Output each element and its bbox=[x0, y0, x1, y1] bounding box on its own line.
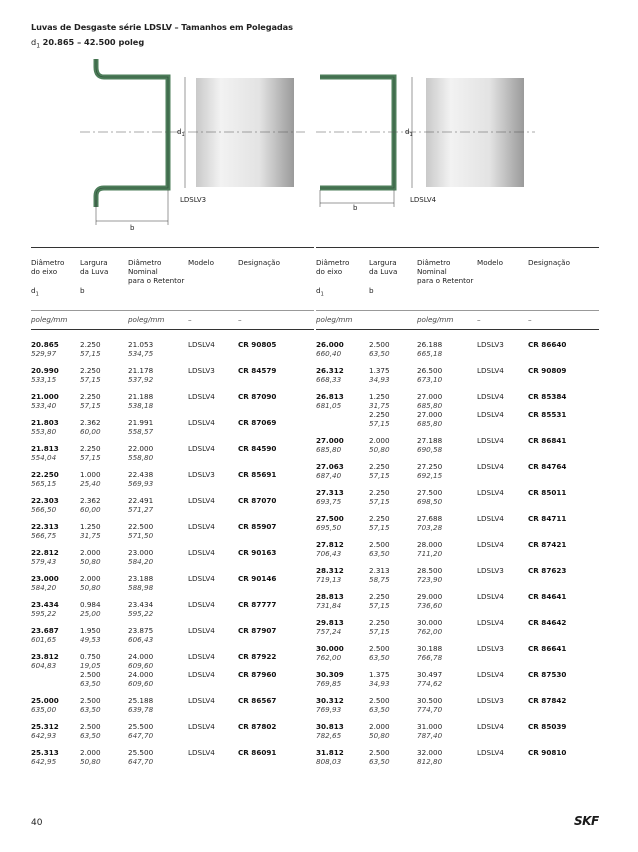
table-left bbox=[31, 247, 314, 774]
cell-model: LDSLV4 bbox=[188, 496, 215, 505]
cell-diameter: 21.803 553,80 bbox=[31, 418, 59, 436]
cell-nominal: 25.188 639,78 bbox=[128, 696, 154, 714]
cell-designation: CR 87777 bbox=[238, 600, 277, 609]
cell-width: 1.250 31,75 bbox=[80, 522, 101, 540]
cell-designation: CR 87069 bbox=[238, 418, 277, 427]
table-row bbox=[316, 696, 599, 722]
cell-nominal: 21.053 534,75 bbox=[128, 340, 154, 358]
page-title: Luvas de Desgaste série LDSLV – Tamanhos em Polegadas bbox=[31, 22, 293, 32]
cell-nominal: 25.500 647,70 bbox=[128, 722, 154, 740]
cell-diameter: 27.500 695,50 bbox=[316, 514, 344, 532]
header-model: Modelo bbox=[188, 258, 214, 267]
table-row bbox=[316, 670, 599, 696]
header-symbol-b: b bbox=[369, 286, 374, 295]
cell-width: 0.750 19,05 2.500 63,50 bbox=[80, 652, 101, 688]
cell-width: 2.000 50,80 bbox=[369, 436, 390, 454]
cell-nominal: 27.188 690,58 bbox=[417, 436, 443, 454]
table-row bbox=[316, 540, 599, 566]
ldslv3-diagram bbox=[80, 59, 305, 232]
cell-designation: CR 86841 bbox=[528, 436, 567, 445]
cell-diameter: 26.813 681,05 bbox=[316, 392, 344, 410]
cell-width: 2.500 63,50 bbox=[369, 644, 390, 662]
ldslv4-profile bbox=[320, 77, 394, 188]
cell-nominal: 30.500 774,70 bbox=[417, 696, 443, 714]
header-nominal: Diâmetro Nominal para o Retentor bbox=[417, 258, 474, 285]
cell-designation: CR 86640 bbox=[528, 340, 567, 349]
cell-designation: CR 84764 bbox=[528, 462, 567, 471]
cell-diameter: 23.812 604,83 bbox=[31, 652, 59, 670]
table-row bbox=[31, 418, 314, 444]
cell-diameter: 22.303 566,50 bbox=[31, 496, 59, 514]
cell-model: LDSLV4 bbox=[188, 548, 215, 557]
cell-model: LDSLV3 bbox=[477, 696, 504, 705]
cell-width: 1.375 34,93 bbox=[369, 366, 390, 384]
cell-width: 2.250 57,15 bbox=[369, 592, 390, 610]
cell-nominal: 23.434 595,22 bbox=[128, 600, 154, 618]
cell-nominal: 28.000 711,20 bbox=[417, 540, 443, 558]
cell-model: LDSLV4 bbox=[477, 488, 504, 497]
cell-diameter: 21.813 554,04 bbox=[31, 444, 59, 462]
cell-model: LDSLV4 bbox=[188, 600, 215, 609]
table-body bbox=[316, 340, 599, 774]
ldslv3-b-label: b bbox=[130, 224, 135, 232]
cell-width: 2.362 60,00 bbox=[80, 496, 101, 514]
ldslv3-cylinder bbox=[196, 78, 294, 187]
table-row bbox=[31, 392, 314, 418]
table-header bbox=[316, 248, 599, 310]
ldslv3-profile bbox=[96, 59, 168, 207]
subtitle-symbol-sub: 1 bbox=[36, 42, 41, 50]
unit-nominal: poleg/mm bbox=[128, 315, 165, 324]
cell-width: 2.500 63,50 bbox=[369, 748, 390, 766]
cell-designation: CR 86567 bbox=[238, 696, 277, 705]
cell-width: 2.000 50,80 bbox=[80, 548, 101, 566]
cell-width: 2.000 50,80 bbox=[369, 722, 390, 740]
cell-diameter: 27.812 706,43 bbox=[316, 540, 344, 558]
cell-nominal: 31.000 787,40 bbox=[417, 722, 443, 740]
cell-model: LDSLV4 bbox=[477, 618, 504, 627]
table-row bbox=[316, 488, 599, 514]
subtitle-symbol: d bbox=[31, 37, 37, 47]
cell-diameter: 27.313 693,75 bbox=[316, 488, 344, 506]
cell-nominal: 32.000 812,80 bbox=[417, 748, 443, 766]
unit-diameter: poleg/mm bbox=[316, 315, 353, 324]
cell-diameter: 26.312 668,33 bbox=[316, 366, 344, 384]
header-symbol-b: b bbox=[80, 286, 85, 295]
cell-diameter: 30.813 782,65 bbox=[316, 722, 344, 740]
header-diameter: Diâmetro do eixo bbox=[31, 258, 65, 276]
cell-model: LDSLV3 bbox=[477, 340, 504, 349]
cell-width: 1.000 25,40 bbox=[80, 470, 101, 488]
cell-width: 2.000 50,80 bbox=[80, 748, 101, 766]
cell-nominal: 23.000 584,20 bbox=[128, 548, 154, 566]
cell-diameter: 22.812 579,43 bbox=[31, 548, 59, 566]
table-row bbox=[31, 696, 314, 722]
table-row bbox=[31, 748, 314, 774]
cell-width: 2.250 57,15 bbox=[369, 514, 390, 532]
header-width: Largura da Luva bbox=[369, 258, 398, 276]
ldslv3-label: LDSLV3 bbox=[180, 196, 207, 204]
unit-diameter: poleg/mm bbox=[31, 315, 68, 324]
cell-designation: CR 90809 bbox=[528, 366, 567, 375]
cell-width: 2.250 57,15 bbox=[80, 366, 101, 384]
cell-nominal: 27.688 703,28 bbox=[417, 514, 443, 532]
cell-diameter: 23.687 601,65 bbox=[31, 626, 59, 644]
cell-nominal: 28.500 723,90 bbox=[417, 566, 443, 584]
header-symbol-d1: $d_1$ bbox=[31, 286, 39, 298]
cell-nominal: 26.500 673,10 bbox=[417, 366, 443, 384]
cell-model: LDSLV4 bbox=[477, 462, 504, 471]
cell-diameter: 31.812 808,03 bbox=[316, 748, 344, 766]
cell-nominal: 27.000 685,80 27.000 685,80 bbox=[417, 392, 443, 428]
cell-model: LDSLV4 bbox=[188, 574, 215, 583]
units-row bbox=[316, 310, 599, 330]
cell-model: LDSLV4 bbox=[188, 418, 215, 427]
cell-designation: CR 87907 bbox=[238, 626, 277, 635]
cell-model: LDSLV4 bbox=[477, 670, 504, 679]
cell-designation: CR 90146 bbox=[238, 574, 277, 583]
table-row bbox=[31, 574, 314, 600]
page-subtitle bbox=[31, 37, 144, 50]
cell-width: 2.250 57,15 bbox=[80, 444, 101, 462]
table-row bbox=[316, 514, 599, 540]
table-row bbox=[316, 340, 599, 366]
cell-width: 2.500 63,50 bbox=[80, 696, 101, 714]
cell-model: LDSLV4 bbox=[477, 514, 504, 523]
cell-designation: CR 87802 bbox=[238, 722, 277, 731]
table-row bbox=[31, 496, 314, 522]
cell-diameter: 22.250 565,15 bbox=[31, 470, 59, 488]
cell-designation: CR 85691 bbox=[238, 470, 277, 479]
ldslv3-d1-label: $d_1$ bbox=[177, 128, 185, 138]
cell-designation: CR 90805 bbox=[238, 340, 277, 349]
cell-width: 2.313 58,75 bbox=[369, 566, 390, 584]
header-diameter: Diâmetro do eixo bbox=[316, 258, 350, 276]
cell-designation: CR 85039 bbox=[528, 722, 567, 731]
cell-diameter: 25.312 642,93 bbox=[31, 722, 59, 740]
skf-logo: SKF bbox=[574, 814, 599, 828]
cell-designation: CR 85384 CR 85531 bbox=[528, 392, 567, 419]
cell-nominal: 21.188 538,18 bbox=[128, 392, 154, 410]
cell-model: LDSLV4 bbox=[477, 748, 504, 757]
table-row bbox=[316, 566, 599, 592]
unit-nominal: poleg/mm bbox=[417, 315, 454, 324]
cell-diameter: 30.000 762,00 bbox=[316, 644, 344, 662]
cell-model: LDSLV4 bbox=[477, 540, 504, 549]
cell-diameter: 26.000 660,40 bbox=[316, 340, 344, 358]
cell-model: LDSLV4 LDSLV4 bbox=[477, 392, 504, 419]
table-row bbox=[316, 722, 599, 748]
table-row bbox=[31, 340, 314, 366]
cell-model: LDSLV4 bbox=[188, 696, 215, 705]
header-designation: Designação bbox=[528, 258, 570, 267]
table-row bbox=[316, 436, 599, 462]
cell-model: LDSLV4 bbox=[188, 340, 215, 349]
cell-designation: CR 87421 bbox=[528, 540, 567, 549]
table-row bbox=[31, 652, 314, 696]
cell-width: 2.500 63,50 bbox=[369, 540, 390, 558]
cell-nominal: 29.000 736,60 bbox=[417, 592, 443, 610]
cell-diameter: 23.000 584,20 bbox=[31, 574, 59, 592]
cell-designation: CR 84579 bbox=[238, 366, 277, 375]
unit-model: – bbox=[188, 315, 192, 324]
cell-designation: CR 84641 bbox=[528, 592, 567, 601]
cell-model: LDSLV3 bbox=[477, 566, 504, 575]
table-row bbox=[31, 366, 314, 392]
cell-diameter: 30.312 769,93 bbox=[316, 696, 344, 714]
table-row bbox=[316, 748, 599, 774]
cell-diameter: 23.434 595,22 bbox=[31, 600, 59, 618]
cell-designation: CR 87842 bbox=[528, 696, 567, 705]
cell-width: 2.250 57,15 bbox=[369, 488, 390, 506]
table-row bbox=[316, 366, 599, 392]
ldslv4-label: LDSLV4 bbox=[410, 196, 437, 204]
cell-nominal: 23.188 588,98 bbox=[128, 574, 154, 592]
cell-model: LDSLV3 bbox=[188, 366, 215, 375]
units-row bbox=[31, 310, 314, 330]
cell-nominal: 26.188 665,18 bbox=[417, 340, 443, 358]
table-header bbox=[31, 248, 314, 310]
cell-model: LDSLV4 bbox=[477, 366, 504, 375]
cell-model: LDSLV4 bbox=[188, 748, 215, 757]
cell-diameter: 28.813 731,84 bbox=[316, 592, 344, 610]
cell-designation: CR 87530 bbox=[528, 670, 567, 679]
cell-model: LDSLV4 bbox=[188, 722, 215, 731]
cell-diameter: 27.063 687,40 bbox=[316, 462, 344, 480]
cell-width: 2.250 57,15 bbox=[80, 392, 101, 410]
cell-diameter: 25.313 642,95 bbox=[31, 748, 59, 766]
table-row bbox=[31, 470, 314, 496]
table-row bbox=[31, 548, 314, 574]
cell-designation: CR 87090 bbox=[238, 392, 277, 401]
cell-width: 2.500 63,50 bbox=[80, 722, 101, 740]
cell-model: LDSLV3 bbox=[188, 470, 215, 479]
cell-designation: CR 84642 bbox=[528, 618, 567, 627]
cell-designation: CR 87623 bbox=[528, 566, 567, 575]
table-row bbox=[31, 626, 314, 652]
cell-designation: CR 84711 bbox=[528, 514, 567, 523]
cell-nominal: 24.000 609,60 24.000 609,60 bbox=[128, 652, 154, 688]
cell-model: LDSLV4 bbox=[477, 592, 504, 601]
table-right bbox=[316, 247, 599, 774]
cell-width: 2.000 50,80 bbox=[80, 574, 101, 592]
cell-width: 2.250 57,15 bbox=[369, 618, 390, 636]
cell-designation: CR 87070 bbox=[238, 496, 277, 505]
cell-designation: CR 85907 bbox=[238, 522, 277, 531]
cell-diameter: 22.313 566,75 bbox=[31, 522, 59, 540]
subtitle-range: 20.865 – 42.500 poleg bbox=[42, 37, 145, 47]
table-row bbox=[31, 722, 314, 748]
cell-width: 0.984 25,00 bbox=[80, 600, 101, 618]
cell-diameter: 20.865 529,97 bbox=[31, 340, 59, 358]
table-row bbox=[316, 644, 599, 670]
ldslv4-cylinder bbox=[426, 78, 524, 187]
cell-model: LDSLV4 bbox=[188, 626, 215, 635]
cell-model: LDSLV3 bbox=[477, 644, 504, 653]
cell-diameter: 25.000 635,00 bbox=[31, 696, 59, 714]
cell-model: LDSLV4 bbox=[188, 522, 215, 531]
cell-model: LDSLV4 bbox=[188, 392, 215, 401]
cell-model: LDSLV4 LDSLV4 bbox=[188, 652, 215, 679]
cell-nominal: 30.497 774,62 bbox=[417, 670, 443, 688]
cell-designation: CR 90163 bbox=[238, 548, 277, 557]
cell-diameter: 20.990 533,15 bbox=[31, 366, 59, 384]
header-model: Modelo bbox=[477, 258, 503, 267]
ldslv4-d1-label: $d_1$ bbox=[405, 128, 413, 138]
unit-designation: – bbox=[238, 315, 242, 324]
cell-model: LDSLV4 bbox=[188, 444, 215, 453]
cell-nominal: 27.250 692,15 bbox=[417, 462, 443, 480]
header-symbol-d1: $d_1$ bbox=[316, 286, 324, 298]
cell-designation: CR 86641 bbox=[528, 644, 567, 653]
ldslv4-b-label: b bbox=[353, 204, 358, 212]
table-row bbox=[31, 600, 314, 626]
cell-nominal: 21.991 558,57 bbox=[128, 418, 154, 436]
cell-designation: CR 87922 CR 87960 bbox=[238, 652, 277, 679]
cell-nominal: 23.875 606,43 bbox=[128, 626, 154, 644]
cell-diameter: 30.309 769,85 bbox=[316, 670, 344, 688]
header-nominal: Diâmetro Nominal para o Retentor bbox=[128, 258, 185, 285]
cell-nominal: 22.000 558,80 bbox=[128, 444, 154, 462]
header-width: Largura da Luva bbox=[80, 258, 109, 276]
table-row bbox=[316, 392, 599, 436]
cell-nominal: 30.000 762,00 bbox=[417, 618, 443, 636]
cell-nominal: 22.500 571,50 bbox=[128, 522, 154, 540]
cell-designation: CR 86091 bbox=[238, 748, 277, 757]
cell-diameter: 29.813 757,24 bbox=[316, 618, 344, 636]
cell-nominal: 25.500 647,70 bbox=[128, 748, 154, 766]
cell-width: 2.250 57,15 bbox=[369, 462, 390, 480]
sleeve-diagrams bbox=[0, 55, 638, 235]
cell-designation: CR 84590 bbox=[238, 444, 277, 453]
table-row bbox=[316, 462, 599, 488]
cell-width: 1.950 49,53 bbox=[80, 626, 101, 644]
table-row bbox=[31, 444, 314, 470]
cell-model: LDSLV4 bbox=[477, 436, 504, 445]
cell-diameter: 28.312 719,13 bbox=[316, 566, 344, 584]
cell-nominal: 22.491 571,27 bbox=[128, 496, 154, 514]
cell-diameter: 27.000 685,80 bbox=[316, 436, 344, 454]
cell-designation: CR 85011 bbox=[528, 488, 567, 497]
cell-width: 2.500 63,50 bbox=[369, 340, 390, 358]
unit-designation: – bbox=[528, 315, 532, 324]
cell-width: 1.250 31,75 2.250 57,15 bbox=[369, 392, 390, 428]
cell-diameter: 21.000 533,40 bbox=[31, 392, 59, 410]
table-row bbox=[316, 618, 599, 644]
ldslv4-diagram bbox=[316, 77, 535, 212]
cell-model: LDSLV4 bbox=[477, 722, 504, 731]
sleeve-diagram-svg bbox=[0, 55, 638, 235]
cell-width: 2.500 63,50 bbox=[369, 696, 390, 714]
cell-width: 2.250 57,15 bbox=[80, 340, 101, 358]
page-number: 40 bbox=[31, 818, 43, 828]
cell-width: 1.375 34,93 bbox=[369, 670, 390, 688]
cell-nominal: 21.178 537,92 bbox=[128, 366, 154, 384]
table-row bbox=[316, 592, 599, 618]
cell-designation: CR 90810 bbox=[528, 748, 567, 757]
header-designation: Designação bbox=[238, 258, 280, 267]
unit-model: – bbox=[477, 315, 481, 324]
table-body bbox=[31, 340, 314, 774]
cell-nominal: 22.438 569,93 bbox=[128, 470, 154, 488]
cell-width: 2.362 60,00 bbox=[80, 418, 101, 436]
cell-nominal: 27.500 698,50 bbox=[417, 488, 443, 506]
table-row bbox=[31, 522, 314, 548]
cell-nominal: 30.188 766,78 bbox=[417, 644, 443, 662]
